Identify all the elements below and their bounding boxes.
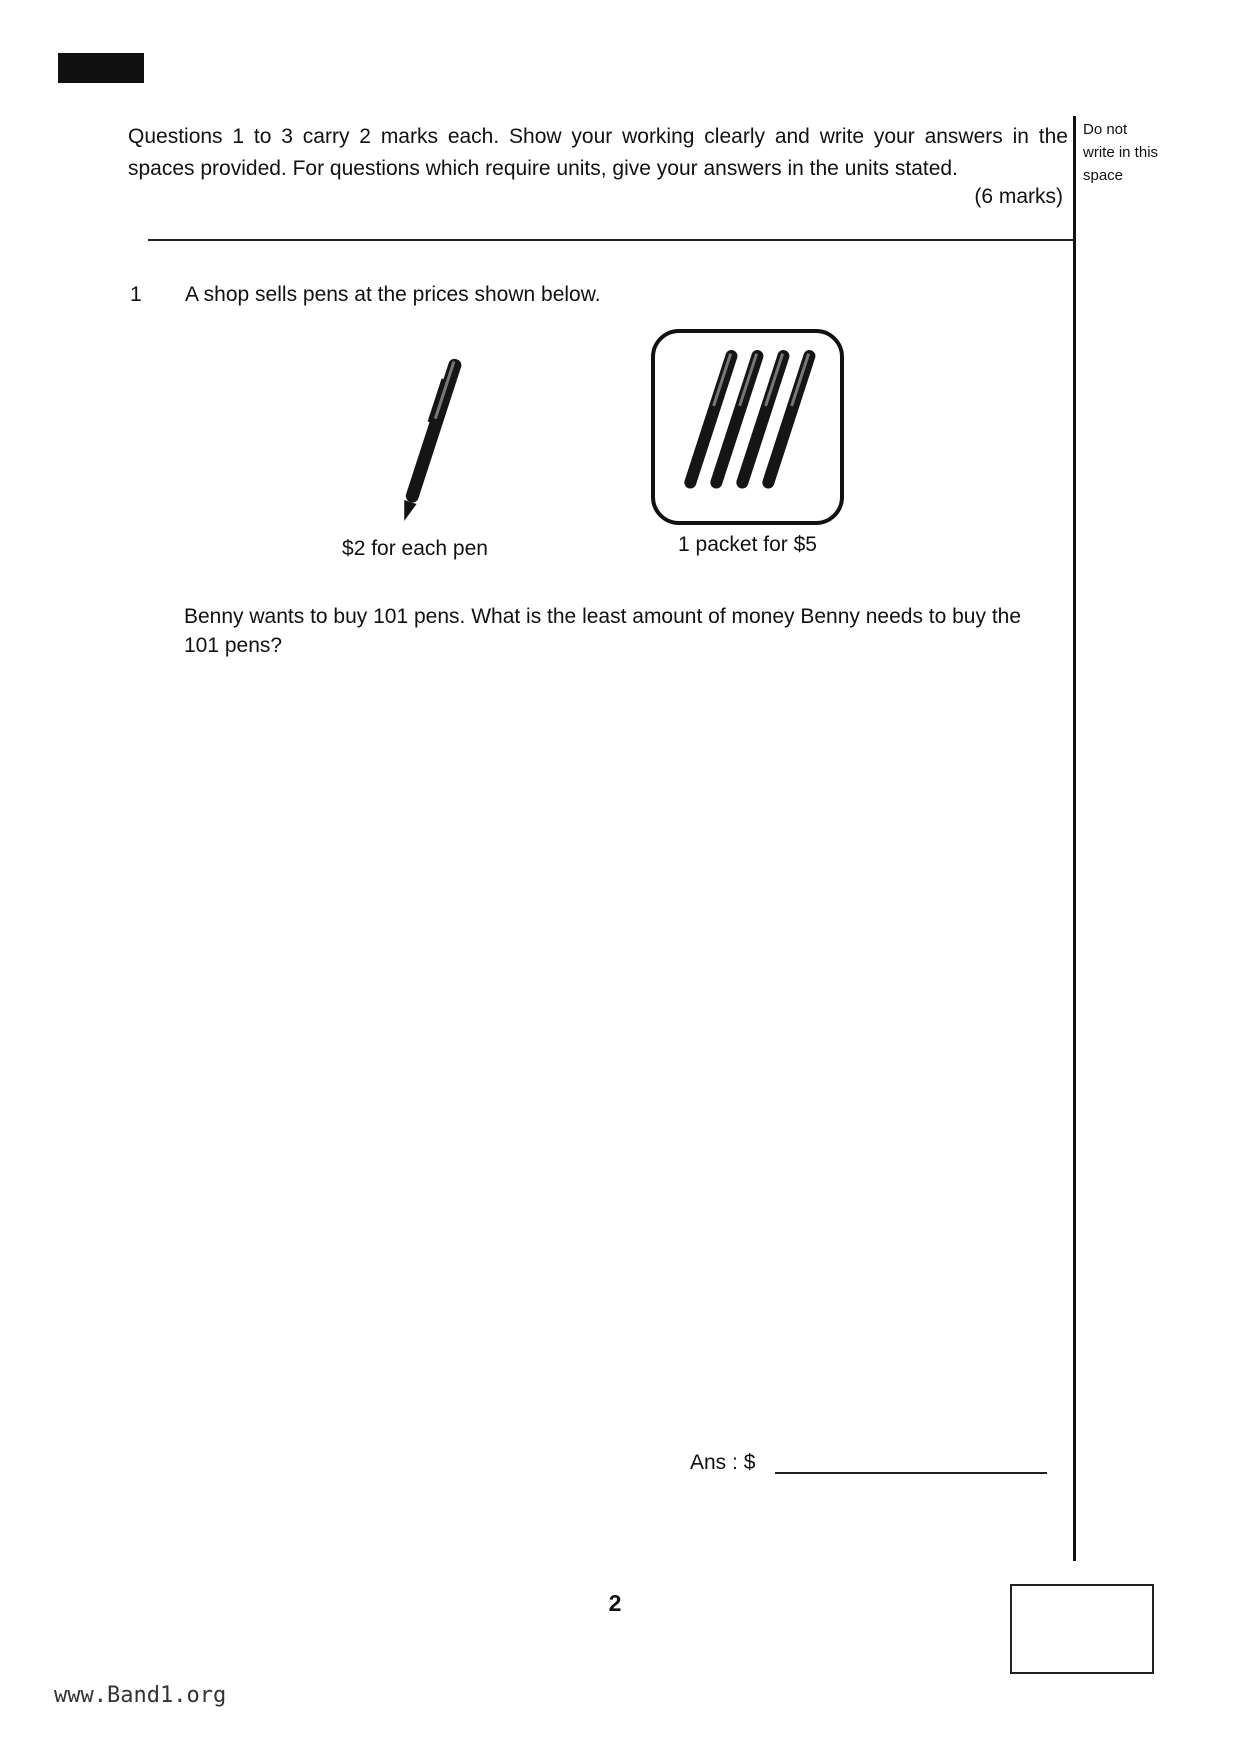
score-box (1010, 1584, 1154, 1674)
redacted-block (58, 53, 144, 83)
answer-line[interactable] (775, 1472, 1047, 1474)
single-pen-caption: $2 for each pen (342, 537, 488, 560)
page-number: 2 (608, 1590, 622, 1616)
section-instructions: Questions 1 to 3 carry 2 marks each. Show your working clearly and write your answers in the spaces provided. For questions which require units, give your answers in the units stated. (128, 125, 1068, 180)
footer-url: www.Band1.org (54, 1683, 227, 1708)
margin-note: Do not write in this space (1083, 121, 1159, 184)
answer-label: Ans : $ (690, 1451, 756, 1474)
pen-packet-icon (650, 328, 845, 526)
header-divider (148, 239, 1073, 241)
question-number: 1 (130, 283, 142, 306)
question-intro: A shop sells pens at the prices shown below. (185, 283, 601, 306)
single-pen-icon (380, 350, 480, 530)
section-marks: (6 marks) (974, 185, 1063, 208)
margin-divider (1073, 116, 1076, 1561)
pen-packet-caption: 1 packet for $5 (678, 533, 817, 556)
question-body: Benny wants to buy 101 pens. What is the least amount of money Benny needs to buy the 101 pens? (184, 605, 1022, 657)
